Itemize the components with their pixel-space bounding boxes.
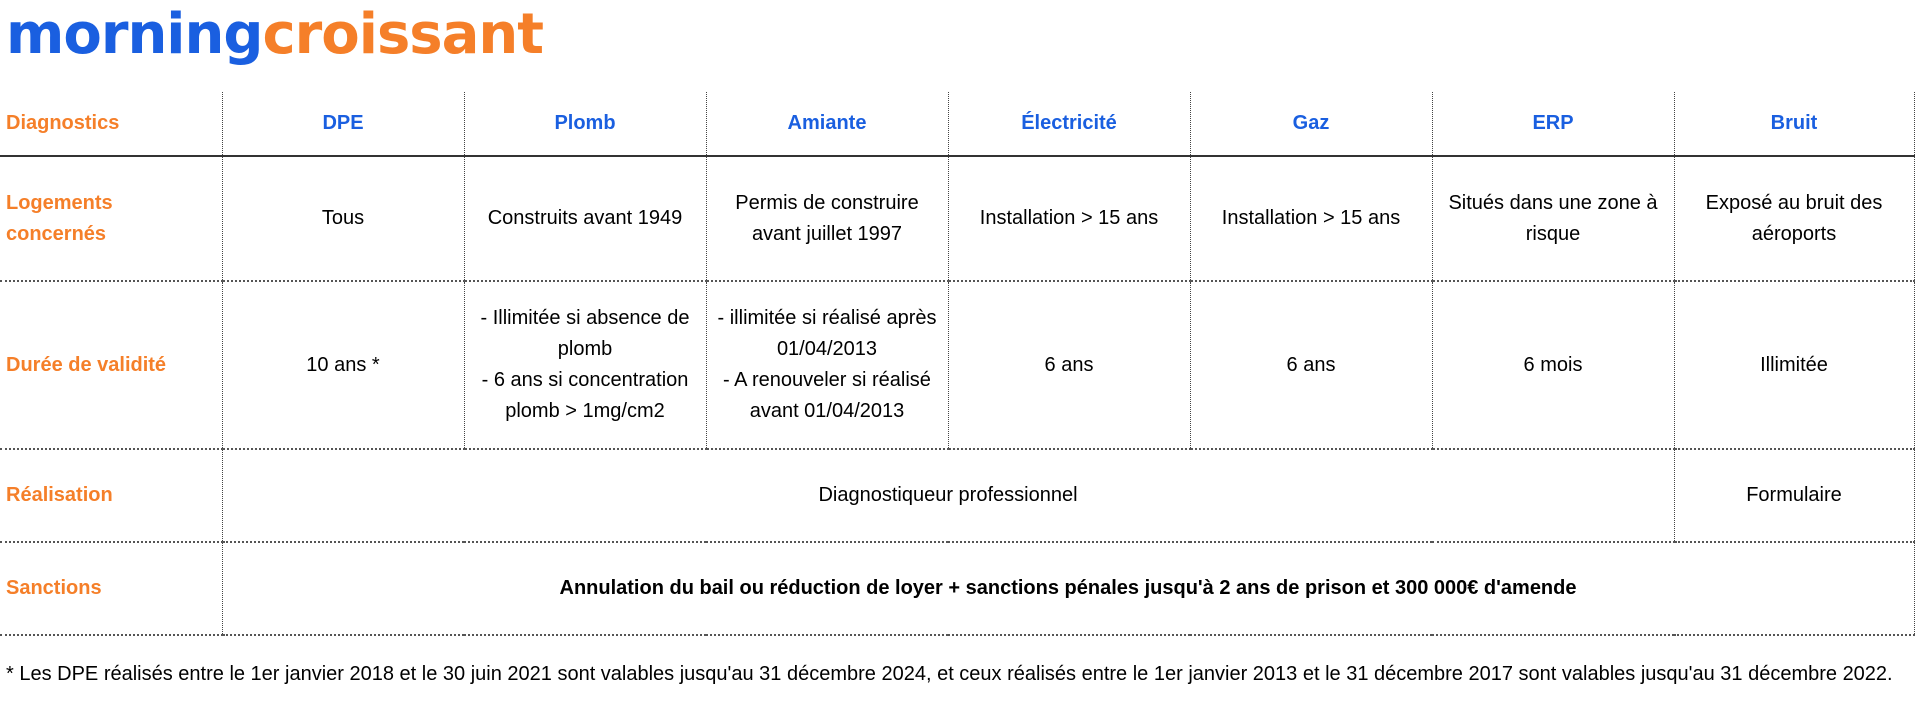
cell-duree-plomb xyxy=(464,281,706,449)
cell-realisation-merged: Diagnostiqueur professionnel xyxy=(222,449,1674,542)
cell-realisation-bruit: Formulaire xyxy=(1674,449,1914,542)
logo[interactable] xyxy=(6,2,543,68)
cell-duree-plomb-line-1: - Illimitée si absence de plomb xyxy=(480,307,690,360)
cell-duree-electricite: 6 ans xyxy=(948,281,1190,449)
cell-logements-erp: Situés dans une zone à risque xyxy=(1432,156,1674,281)
diagnostics-table xyxy=(0,92,1915,636)
row-label-logements: Logements concernés xyxy=(0,156,222,281)
table-row-logements xyxy=(0,156,1914,281)
cell-logements-dpe: Tous xyxy=(222,156,464,281)
row-label-sanctions: Sanctions xyxy=(0,542,222,635)
cell-duree-gaz: 6 ans xyxy=(1190,281,1432,449)
column-header-bruit: Bruit xyxy=(1674,92,1914,156)
row-label-diagnostics: Diagnostics xyxy=(0,92,222,156)
footnote: * Les DPE réalisés entre le 1er janvier 2018 et le 30 juin 2021 sont valables jusqu'au 31 décembre 2024, et ceux réalisés entre le 1er janvier 2013 et le 31 décembre 2017 sont valables jusqu'au 31 décembre 2022. xyxy=(6,663,1893,685)
cell-duree-bruit: Illimitée xyxy=(1674,281,1914,449)
column-header-plomb: Plomb xyxy=(464,92,706,156)
row-label-realisation: Réalisation xyxy=(0,449,222,542)
logo-part-croissant: croissant xyxy=(262,2,544,67)
cell-logements-plomb: Construits avant 1949 xyxy=(464,156,706,281)
column-header-amiante: Amiante xyxy=(706,92,948,156)
cell-duree-amiante xyxy=(706,281,948,449)
table-row-realisation xyxy=(0,449,1914,542)
column-header-erp: ERP xyxy=(1432,92,1674,156)
column-header-dpe: DPE xyxy=(222,92,464,156)
column-header-gaz: Gaz xyxy=(1190,92,1432,156)
cell-duree-dpe: 10 ans * xyxy=(222,281,464,449)
cell-duree-amiante-line-2: - A renouveler si réalisé avant 01/04/2013 xyxy=(723,369,931,422)
logo-part-morning: morning xyxy=(6,2,263,67)
cell-logements-amiante: Permis de construire avant juillet 1997 xyxy=(706,156,948,281)
cell-duree-amiante-line-1: - illimitée si réalisé après 01/04/2013 xyxy=(717,307,937,360)
cell-duree-plomb-line-2: - 6 ans si concentration plomb > 1mg/cm2 xyxy=(481,369,689,422)
cell-sanctions-merged: Annulation du bail ou réduction de loyer + sanctions pénales jusqu'à 2 ans de prison et 300 000€ d'amende xyxy=(222,542,1914,635)
header-row xyxy=(0,92,1914,156)
cell-logements-bruit: Exposé au bruit des aéroports xyxy=(1674,156,1914,281)
table-row-sanctions xyxy=(0,542,1914,635)
row-label-duree: Durée de validité xyxy=(0,281,222,449)
column-header-electricite: Électricité xyxy=(948,92,1190,156)
cell-logements-gaz: Installation > 15 ans xyxy=(1190,156,1432,281)
cell-duree-erp: 6 mois xyxy=(1432,281,1674,449)
cell-logements-electricite: Installation > 15 ans xyxy=(948,156,1190,281)
table-row-duree xyxy=(0,281,1914,449)
